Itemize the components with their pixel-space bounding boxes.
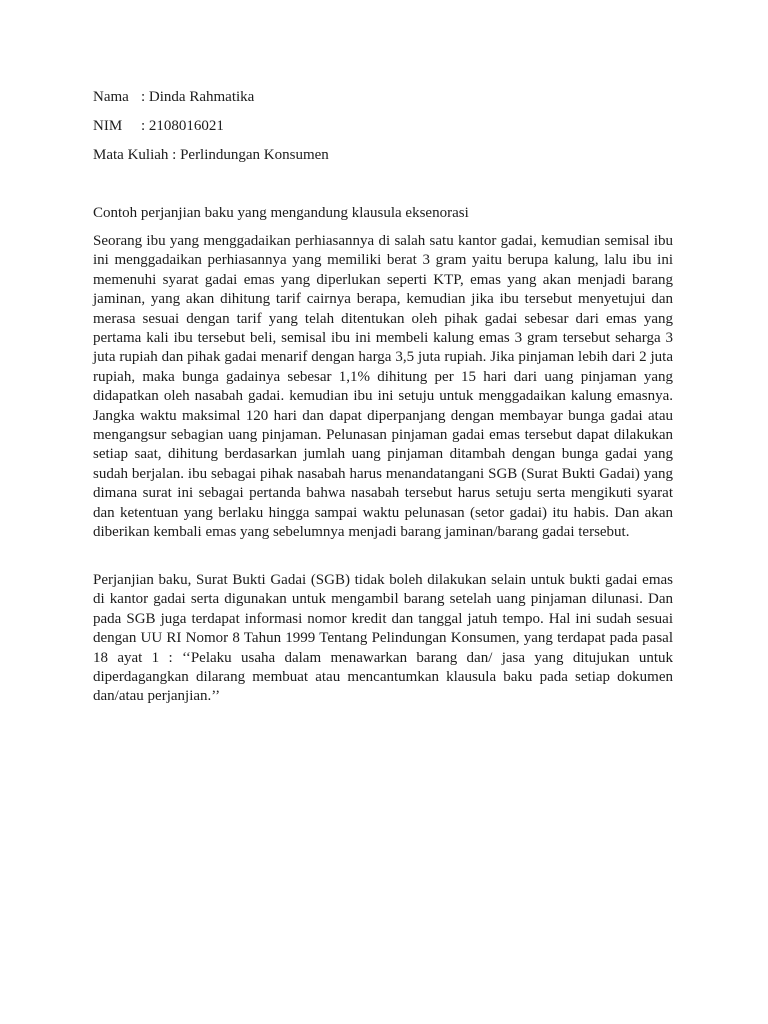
paragraph-2: Perjanjian baku, Surat Bukti Gadai (SGB) tidak boleh dilakukan selain untuk bukti gadai emas di kantor gadai serta digunakan untuk mengambil barang setelah uang pinjaman dilunasi. Dan pada SGB juga terdapat informasi nomor kredit dan tanggal jatuh tempo. Hal ini sudah sesuai dengan UU RI Nomor 8 Tahun 1999 Tentang Pelindungan Konsumen, yang terdapat pada pasal 18 ayat 1 : ‘‘Pelaku usaha dalam menawarkan barang dan/ jasa yang ditujukan untuk diperdagangkan dilarang membuat atau mencantumkan klausula baku pada setiap dokumen dan/atau perjanjian.’’ <box>93 572 673 705</box>
nama-line <box>93 88 254 106</box>
nama-value: : Dinda Rahmatika <box>141 89 255 105</box>
nim-label: NIM <box>93 118 123 134</box>
nim-line <box>93 117 224 135</box>
nama-label: Nama <box>93 89 129 105</box>
paragraph-1: Seorang ibu yang menggadaikan perhiasannya di salah satu kantor gadai, kemudian semisal ibu ini menggadaikan perhiasannya yang memiliki berat 3 gram yaitu berupa kalung, lalu ibu ini memenuhi syarat gadai emas yang diperlukan seperti KTP, emas yang akan menjadi barang jaminan, yang akan dihitung tarif cairnya berapa, kemudian jika ibu tersebut menyetujui dan merasa sesuai dengan tarif yang telah ditentukan oleh pihak gadai sebesar dari emas yang pertama kali ibu tersebut beli, semisal ibu ini membeli kalung emas 3 gram tersebut seharga 3 juta rupiah dan pihak gadai menarif dengan harga 3,5 juta rupiah. Jika pinjaman lebih dari 2 juta rupiah, maka bunga gadainya sebesar 1,1% dihitung per 15 hari dari uang pinjaman yang didapatkan oleh nasabah gadai. kemudian ibu ini setuju untuk menggadaikan kalung emasnya. Jangka waktu maksimal 120 hari dan dapat diperpanjang dengan membayar bunga gadai atau mengangsur sebagian uang pinjaman. Pelunasan pinjaman gadai emas tersebut dapat dilakukan setiap saat, dihitung berdasarkan jumlah uang pinjaman ditambah dengan bunga gadai yang sudah berjalan. ibu sebagai pihak nasabah harus menandatangani SGB (Surat Bukti Gadai) yang dimana surat ini sebagai pertanda bahwa nasabah tersebut harus setuju serta mengikuti syarat dan ketentuan yang berlaku hingga sampai waktu pelunasan (setor gadai) itu habis. Dan akan diberikan kembali emas yang sebelumnya menjadi barang jaminan/barang gadai tersebut. <box>93 233 673 541</box>
section-title: Contoh perjanjian baku yang mengandung klausula eksenorasi <box>93 205 469 221</box>
nim-value: : 2108016021 <box>141 118 224 134</box>
mata-kuliah-line: Mata Kuliah : Perlindungan Konsumen <box>93 147 329 163</box>
